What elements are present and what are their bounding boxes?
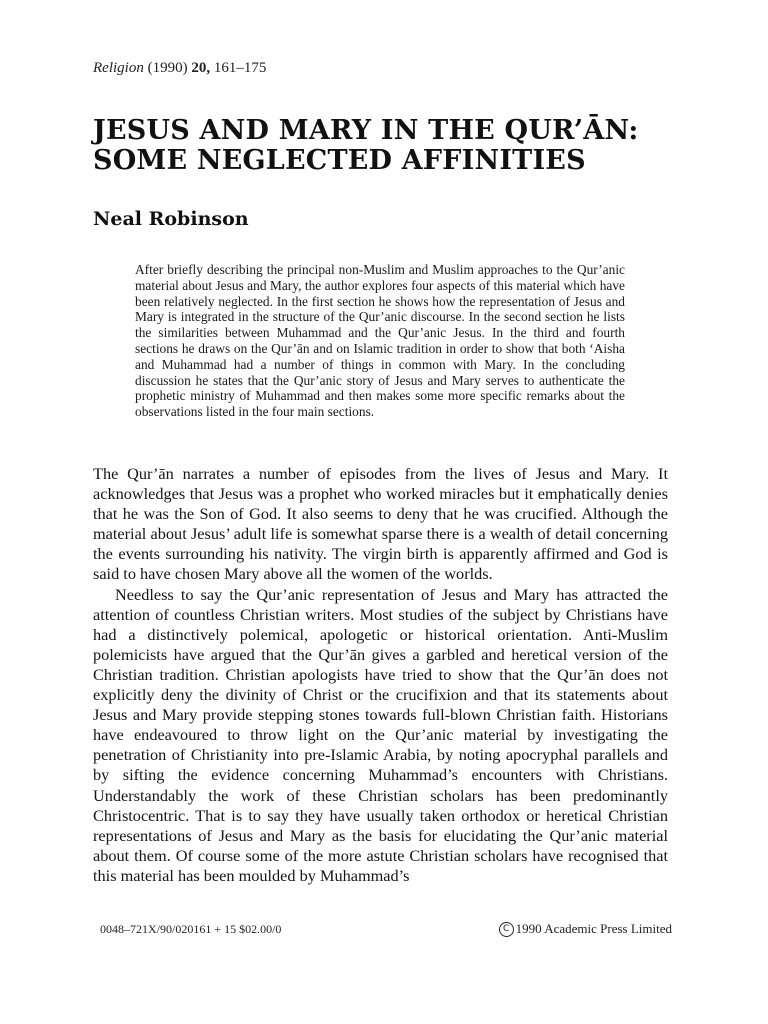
author-name: Neal Robinson bbox=[93, 208, 249, 230]
title-line-2: SOME NEGLECTED AFFINITIES bbox=[93, 145, 586, 176]
copyright-icon: C bbox=[499, 922, 514, 937]
copyright-notice bbox=[499, 921, 672, 937]
copyright-text: 1990 Academic Press Limited bbox=[515, 921, 672, 936]
abstract: After briefly describing the principal non-Muslim and Muslim approaches to the Qur’anic material about Jesus and Mary, the author explores four aspects of this material which have been relatively neglected. In the first section he shows how the representation of Jesus and Mary is integrated in the structure of the Qur’anic discourse. In the second section he lists the similarities between Muhammad and the Qur’anic Jesus. In the third and fourth sections he draws on the Qur’ān and on Islamic tradition in order to show that both ‘Aisha and Muhammad had a number of things in common with Mary. In the concluding discussion he states that the Qur’anic story of Jesus and Mary serves to authenticate the prophetic ministry of Muhammad and then makes some more specific remarks about the observations listed in the four main sections. bbox=[135, 262, 625, 420]
journal-pages: 161–175 bbox=[213, 60, 267, 76]
body-paragraph: Needless to say the Qur’anic representation of Jesus and Mary has attracted the attention of countless Christian writers. Most studies of the subject by Christians have had a distinctively polemical, apologetic or historical orientation. Anti-Muslim polemicists have argued that the Qur’ān gives a garbled and heretical version of the Christian tradition. Christian apologists have tried to show that the Qur’ān does not explicitly deny the divinity of Christ or the crucifixion and that its statements about Jesus and Mary provide stepping stones towards full-blown Christian faith. Historians have endeavoured to throw light on the Qur’anic material by investigating the penetration of Christianity into pre-Islamic Arabia, by noting apocryphal parallels and by sifting the evidence concerning Muhammad’s encounters with Christians. Understandably the work of these Christian scholars has been predominantly Christocentric. That is to say they have usually taken orthodox or heretical Christian representations of Jesus and Mary as the basis for elucidating the Qur’anic material about them. Of course some of the more astute Christian scholars have recognised that this material has been moulded by Muhammad’s bbox=[93, 584, 668, 885]
journal-year: (1990) bbox=[147, 60, 188, 76]
journal-volume: 20, bbox=[191, 60, 211, 76]
article-title bbox=[93, 116, 693, 176]
price-code: 0048–721X/90/020161 + 15 $02.00/0 bbox=[100, 922, 282, 936]
article-body bbox=[93, 464, 668, 886]
journal-citation bbox=[93, 60, 266, 77]
journal-name: Religion bbox=[93, 60, 144, 76]
title-line-1: JESUS AND MARY IN THE QUR’ĀN: bbox=[93, 115, 639, 146]
body-paragraph: The Qur’ān narrates a number of episodes from the lives of Jesus and Mary. It acknowledges that Jesus was a prophet who worked miracles but it emphatically denies that he was the Son of God. It also seems to deny that he was crucified. Although the material about Jesus’ adult life is somewhat sparse there is a wealth of detail concerning the events surrounding his nativity. The virgin birth is apparently affirmed and God is said to have chosen Mary above all the women of the worlds. bbox=[93, 464, 668, 584]
